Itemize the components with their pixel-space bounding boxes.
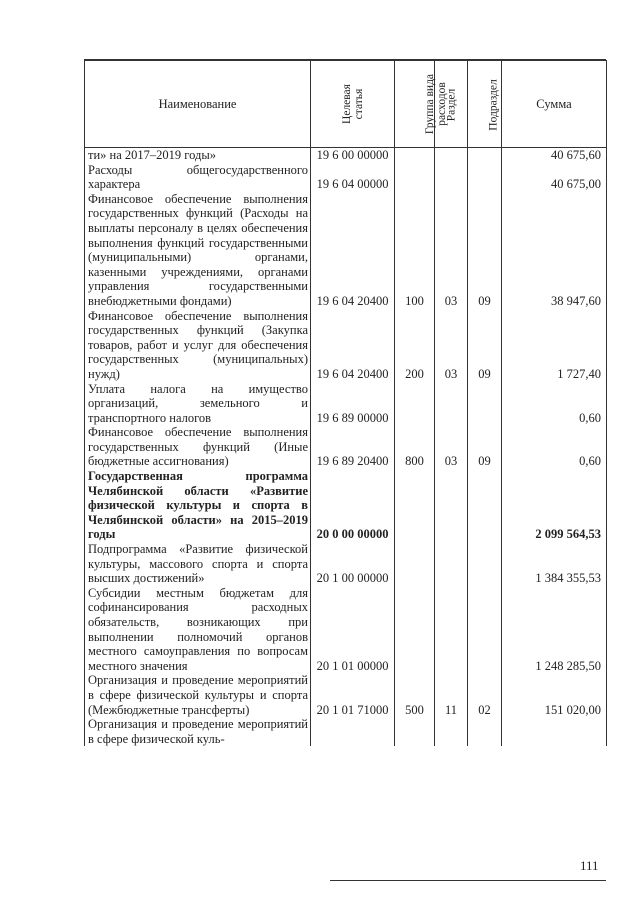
row-name: Уплата налога на имущество организаций, земельного и транспортного налогов (85, 382, 311, 426)
page-number: 111 (580, 858, 599, 873)
row-sum: 0,60 (502, 425, 607, 469)
row-sum: 1 727,40 (502, 309, 607, 382)
header-name: Наименование (85, 61, 311, 148)
row-sum: 1 248 285,50 (502, 586, 607, 674)
row-subsection (468, 469, 502, 542)
table-row (85, 673, 607, 717)
row-target: 19 6 89 20400 (311, 425, 395, 469)
row-group (395, 717, 435, 746)
row-name: Субсидии местным бюджетам для софинансирования расходных обязательств, возникающих при выполнении полномочий органов местного самоуправления по вопросам местного значения (85, 586, 311, 674)
header-target-text: Целевая статья (340, 83, 365, 124)
row-section: 03 (435, 309, 468, 382)
row-name: Подпрограмма «Развитие физической культуры, массового спорта и спорта высших достижений» (85, 542, 311, 586)
row-section: 03 (435, 192, 468, 309)
table-row (85, 469, 607, 542)
row-target: 19 6 04 20400 (311, 192, 395, 309)
header-target (311, 61, 395, 148)
table-row (85, 717, 607, 746)
row-subsection: 09 (468, 309, 502, 382)
row-section (435, 469, 468, 542)
row-name: Расходы общегосударственного характера (85, 163, 311, 192)
row-section (435, 382, 468, 426)
row-name: Финансовое обеспечение выполнения государственных функций (Закупка товаров, работ и услуг для обеспечения государственных (муниципальных) нужд) (85, 309, 311, 382)
row-section (435, 717, 468, 746)
table-row (85, 382, 607, 426)
row-subsection (468, 382, 502, 426)
row-target: 19 6 04 00000 (311, 163, 395, 192)
row-section: 11 (435, 673, 468, 717)
row-name: Организация и проведение мероприятий в сфере физической куль- (85, 717, 311, 746)
table-row (85, 542, 607, 586)
row-section (435, 163, 468, 192)
row-target: 20 1 01 00000 (311, 586, 395, 674)
header-row (85, 61, 607, 148)
table-row (85, 309, 607, 382)
table-row (85, 163, 607, 192)
row-sum (502, 717, 607, 746)
row-subsection: 09 (468, 425, 502, 469)
row-group (395, 382, 435, 426)
table-body (85, 148, 607, 747)
header-subsection-text: Подраздел (487, 78, 500, 131)
row-sum: 2 099 564,53 (502, 469, 607, 542)
header-section-text: Раздел (445, 88, 458, 121)
row-group (395, 469, 435, 542)
header-group-text: Группа вида расходов (424, 73, 448, 134)
header-group (395, 61, 448, 148)
table-row (85, 192, 607, 309)
row-target: 19 6 00 00000 (311, 148, 395, 163)
header-sum: Сумма (502, 61, 607, 148)
row-section: 03 (435, 425, 468, 469)
row-sum: 40 675,60 (502, 148, 607, 163)
row-subsection: 02 (468, 673, 502, 717)
row-target: 19 6 89 00000 (311, 382, 395, 426)
row-group (395, 148, 435, 163)
row-sum: 1 384 355,53 (502, 542, 607, 586)
header-subsection (468, 61, 502, 148)
row-sum: 38 947,60 (502, 192, 607, 309)
row-subsection (468, 542, 502, 586)
table-row (85, 425, 607, 469)
row-group: 100 (395, 192, 435, 309)
row-subsection (468, 586, 502, 674)
row-sum: 0,60 (502, 382, 607, 426)
row-subsection (468, 717, 502, 746)
row-group: 800 (395, 425, 435, 469)
row-section (435, 542, 468, 586)
table-row (85, 586, 607, 674)
row-target: 20 1 00 00000 (311, 542, 395, 586)
bottom-rule (330, 880, 606, 881)
table-row (85, 148, 607, 163)
row-name: Финансовое обеспечение выполнения государственных функций (Расходы на выплаты персоналу в целях обеспечения выполнения функций государственными (муниципальными) органами, казенными учреждениями, органами управления государственными внебюджетными фондами) (85, 192, 311, 309)
row-section (435, 586, 468, 674)
row-name: ти» на 2017–2019 годы» (85, 148, 311, 163)
row-subsection: 09 (468, 192, 502, 309)
row-subsection (468, 148, 502, 163)
row-sum: 151 020,00 (502, 673, 607, 717)
row-group: 200 (395, 309, 435, 382)
row-name: Финансовое обеспечение выполнения государственных функций (Иные бюджетные ассигнования) (85, 425, 311, 469)
row-group (395, 586, 435, 674)
row-name: Государственная программа Челябинской области «Развитие физической культуры и спорта в Челябинской области» на 2015–2019 годы (85, 469, 311, 542)
row-target: 20 0 00 00000 (311, 469, 395, 542)
row-subsection (468, 163, 502, 192)
row-target: 20 1 01 71000 (311, 673, 395, 717)
row-group: 500 (395, 673, 435, 717)
row-group (395, 163, 435, 192)
row-section (435, 148, 468, 163)
row-target (311, 717, 395, 746)
row-sum: 40 675,00 (502, 163, 607, 192)
expenditure-table (84, 60, 607, 746)
row-name: Организация и проведение мероприятий в сфере физической культуры и спорта (Межбюджетные трансферты) (85, 673, 311, 717)
row-group (395, 542, 435, 586)
row-target: 19 6 04 20400 (311, 309, 395, 382)
